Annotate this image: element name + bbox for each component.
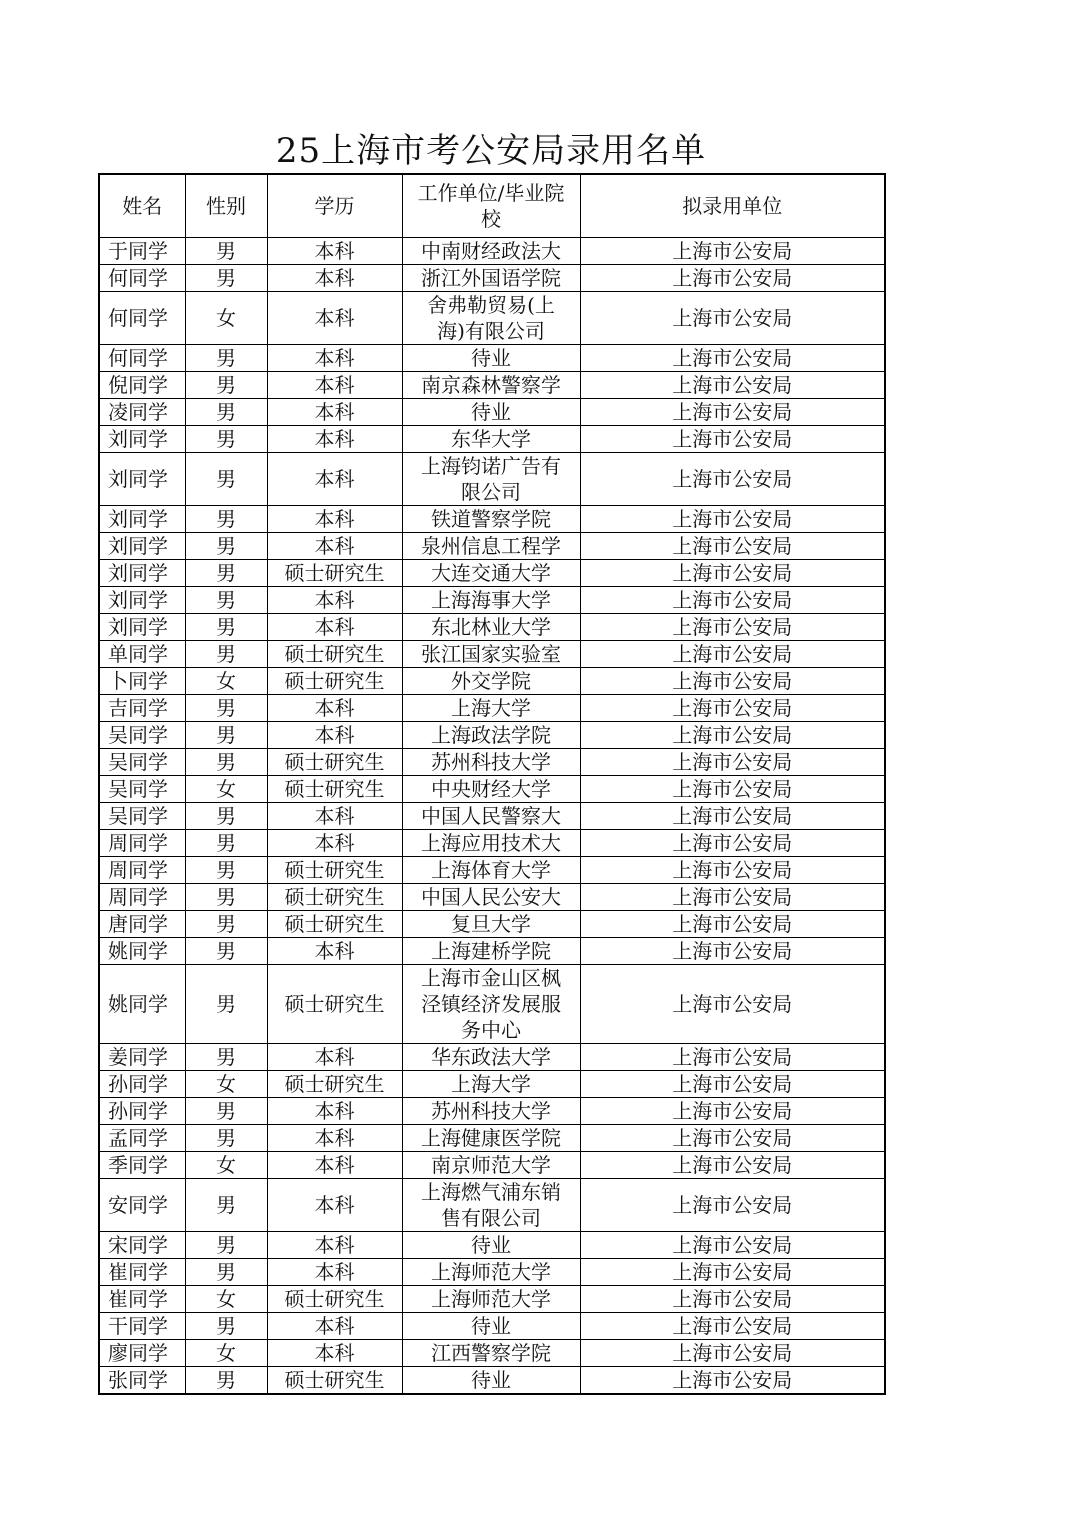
cell-name: 吴同学 — [99, 749, 185, 776]
cell-education: 本科 — [267, 1098, 402, 1125]
cell-workplace-school: 上海大学 — [402, 1071, 580, 1098]
cell-name: 干同学 — [99, 1313, 185, 1340]
cell-workplace-school: 上海体育大学 — [402, 857, 580, 884]
cell-workplace-school: 上海健康医学院 — [402, 1125, 580, 1152]
cell-name: 姜同学 — [99, 1044, 185, 1071]
cell-name: 刘同学 — [99, 587, 185, 614]
cell-hiring-unit: 上海市公安局 — [580, 453, 885, 506]
cell-hiring-unit: 上海市公安局 — [580, 1313, 885, 1340]
cell-gender: 男 — [185, 965, 267, 1044]
cell-workplace-school: 东北林业大学 — [402, 614, 580, 641]
cell-name: 张同学 — [99, 1367, 185, 1395]
cell-workplace-school: 苏州科技大学 — [402, 749, 580, 776]
table-row — [99, 1071, 885, 1098]
cell-gender: 男 — [185, 506, 267, 533]
cell-hiring-unit: 上海市公安局 — [580, 1286, 885, 1313]
table-row — [99, 1313, 885, 1340]
cell-gender: 男 — [185, 830, 267, 857]
table-row — [99, 426, 885, 453]
cell-education: 本科 — [267, 292, 402, 345]
table-row — [99, 1340, 885, 1367]
document-title: 25上海市考公安局录用名单 — [275, 131, 707, 171]
cell-hiring-unit: 上海市公安局 — [580, 695, 885, 722]
table-row — [99, 587, 885, 614]
cell-name: 吴同学 — [99, 803, 185, 830]
table-row — [99, 265, 885, 292]
cell-hiring-unit: 上海市公安局 — [580, 803, 885, 830]
cell-name: 廖同学 — [99, 1340, 185, 1367]
cell-hiring-unit: 上海市公安局 — [580, 560, 885, 587]
cell-education: 本科 — [267, 345, 402, 372]
cell-workplace-school: 上海政法学院 — [402, 722, 580, 749]
cell-hiring-unit: 上海市公安局 — [580, 1340, 885, 1367]
cell-education: 本科 — [267, 265, 402, 292]
table-row — [99, 749, 885, 776]
table-row — [99, 1098, 885, 1125]
cell-education: 硕士研究生 — [267, 641, 402, 668]
table-row — [99, 506, 885, 533]
cell-education: 本科 — [267, 1232, 402, 1259]
table-row — [99, 372, 885, 399]
header-hiring-unit: 拟录用单位 — [580, 174, 885, 238]
cell-workplace-school: 上海师范大学 — [402, 1259, 580, 1286]
cell-name: 孙同学 — [99, 1098, 185, 1125]
cell-gender: 男 — [185, 938, 267, 965]
cell-hiring-unit: 上海市公安局 — [580, 1071, 885, 1098]
cell-workplace-school: 待业 — [402, 345, 580, 372]
cell-education: 本科 — [267, 1152, 402, 1179]
table-row — [99, 695, 885, 722]
cell-workplace-school: 泉州信息工程学 — [402, 533, 580, 560]
cell-name: 何同学 — [99, 345, 185, 372]
cell-gender: 女 — [185, 1286, 267, 1313]
cell-education: 本科 — [267, 372, 402, 399]
cell-education: 硕士研究生 — [267, 560, 402, 587]
table-row — [99, 345, 885, 372]
cell-hiring-unit: 上海市公安局 — [580, 776, 885, 803]
cell-gender: 女 — [185, 1152, 267, 1179]
cell-name: 刘同学 — [99, 560, 185, 587]
cell-name: 宋同学 — [99, 1232, 185, 1259]
table-row — [99, 1259, 885, 1286]
cell-workplace-school: 上海师范大学 — [402, 1286, 580, 1313]
cell-education: 硕士研究生 — [267, 776, 402, 803]
cell-education: 本科 — [267, 1125, 402, 1152]
cell-name: 孙同学 — [99, 1071, 185, 1098]
cell-workplace-school: 苏州科技大学 — [402, 1098, 580, 1125]
cell-name: 刘同学 — [99, 453, 185, 506]
table-row — [99, 938, 885, 965]
cell-education: 本科 — [267, 533, 402, 560]
cell-workplace-school: 中南财经政法大 — [402, 238, 580, 265]
cell-gender: 男 — [185, 911, 267, 938]
table-row — [99, 641, 885, 668]
cell-education: 本科 — [267, 426, 402, 453]
cell-hiring-unit: 上海市公安局 — [580, 506, 885, 533]
cell-gender: 男 — [185, 803, 267, 830]
cell-workplace-school: 南京师范大学 — [402, 1152, 580, 1179]
cell-workplace-school: 待业 — [402, 1367, 580, 1395]
table-row — [99, 292, 885, 345]
cell-workplace-school: 华东政法大学 — [402, 1044, 580, 1071]
cell-workplace-school: 上海应用技术大 — [402, 830, 580, 857]
cell-gender: 男 — [185, 1125, 267, 1152]
cell-hiring-unit: 上海市公安局 — [580, 722, 885, 749]
cell-name: 何同学 — [99, 265, 185, 292]
table-row — [99, 722, 885, 749]
cell-education: 硕士研究生 — [267, 1367, 402, 1395]
cell-workplace-school: 张江国家实验室 — [402, 641, 580, 668]
table-row — [99, 911, 885, 938]
cell-education: 本科 — [267, 587, 402, 614]
table-body — [99, 238, 885, 1395]
cell-hiring-unit: 上海市公安局 — [580, 587, 885, 614]
cell-name: 吉同学 — [99, 695, 185, 722]
cell-hiring-unit: 上海市公安局 — [580, 1044, 885, 1071]
cell-gender: 男 — [185, 1098, 267, 1125]
cell-name: 何同学 — [99, 292, 185, 345]
cell-workplace-school: 中央财经大学 — [402, 776, 580, 803]
cell-gender: 女 — [185, 1340, 267, 1367]
cell-workplace-school: 上海建桥学院 — [402, 938, 580, 965]
cell-hiring-unit: 上海市公安局 — [580, 238, 885, 265]
cell-hiring-unit: 上海市公安局 — [580, 533, 885, 560]
cell-gender: 男 — [185, 238, 267, 265]
cell-hiring-unit: 上海市公安局 — [580, 426, 885, 453]
cell-name: 唐同学 — [99, 911, 185, 938]
header-name: 姓名 — [99, 174, 185, 238]
cell-name: 崔同学 — [99, 1286, 185, 1313]
cell-workplace-school: 中国人民警察大 — [402, 803, 580, 830]
cell-gender: 男 — [185, 1313, 267, 1340]
table-row — [99, 1179, 885, 1232]
cell-name: 刘同学 — [99, 614, 185, 641]
table-row — [99, 399, 885, 426]
cell-workplace-school: 上海海事大学 — [402, 587, 580, 614]
table-row — [99, 453, 885, 506]
cell-workplace-school: 上海大学 — [402, 695, 580, 722]
cell-name: 姚同学 — [99, 965, 185, 1044]
cell-name: 刘同学 — [99, 506, 185, 533]
cell-hiring-unit: 上海市公安局 — [580, 292, 885, 345]
cell-hiring-unit: 上海市公安局 — [580, 830, 885, 857]
table-row — [99, 857, 885, 884]
cell-name: 倪同学 — [99, 372, 185, 399]
cell-education: 硕士研究生 — [267, 857, 402, 884]
cell-workplace-school: 待业 — [402, 1232, 580, 1259]
cell-gender: 男 — [185, 1259, 267, 1286]
cell-hiring-unit: 上海市公安局 — [580, 1152, 885, 1179]
cell-workplace-school: 上海燃气浦东销 售有限公司 — [402, 1179, 580, 1232]
cell-workplace-school: 南京森林警察学 — [402, 372, 580, 399]
header-workplace-school: 工作单位/毕业院 校 — [402, 174, 580, 238]
table-row — [99, 1152, 885, 1179]
cell-hiring-unit: 上海市公安局 — [580, 641, 885, 668]
cell-gender: 男 — [185, 560, 267, 587]
cell-education: 本科 — [267, 238, 402, 265]
cell-gender: 男 — [185, 1232, 267, 1259]
cell-hiring-unit: 上海市公安局 — [580, 1098, 885, 1125]
cell-name: 凌同学 — [99, 399, 185, 426]
admission-table — [98, 173, 886, 1395]
table-row — [99, 1125, 885, 1152]
cell-workplace-school: 浙江外国语学院 — [402, 265, 580, 292]
cell-education: 硕士研究生 — [267, 749, 402, 776]
cell-gender: 男 — [185, 372, 267, 399]
cell-workplace-school: 外交学院 — [402, 668, 580, 695]
cell-name: 吴同学 — [99, 776, 185, 803]
cell-name: 安同学 — [99, 1179, 185, 1232]
cell-gender: 男 — [185, 453, 267, 506]
cell-education: 本科 — [267, 830, 402, 857]
cell-gender: 男 — [185, 749, 267, 776]
cell-name: 周同学 — [99, 830, 185, 857]
cell-gender: 男 — [185, 345, 267, 372]
cell-education: 硕士研究生 — [267, 668, 402, 695]
cell-gender: 男 — [185, 641, 267, 668]
cell-hiring-unit: 上海市公安局 — [580, 399, 885, 426]
cell-education: 本科 — [267, 722, 402, 749]
cell-hiring-unit: 上海市公安局 — [580, 345, 885, 372]
cell-education: 本科 — [267, 1313, 402, 1340]
cell-hiring-unit: 上海市公安局 — [580, 1259, 885, 1286]
cell-hiring-unit: 上海市公安局 — [580, 857, 885, 884]
cell-workplace-school: 复旦大学 — [402, 911, 580, 938]
cell-gender: 女 — [185, 776, 267, 803]
cell-name: 刘同学 — [99, 533, 185, 560]
cell-gender: 男 — [185, 1044, 267, 1071]
cell-education: 本科 — [267, 1340, 402, 1367]
table-row — [99, 1044, 885, 1071]
table-row — [99, 830, 885, 857]
cell-gender: 男 — [185, 265, 267, 292]
cell-hiring-unit: 上海市公安局 — [580, 911, 885, 938]
header-education: 学历 — [267, 174, 402, 238]
cell-education: 本科 — [267, 695, 402, 722]
cell-gender: 男 — [185, 857, 267, 884]
cell-gender: 男 — [185, 587, 267, 614]
cell-education: 硕士研究生 — [267, 911, 402, 938]
cell-workplace-school: 铁道警察学院 — [402, 506, 580, 533]
cell-hiring-unit: 上海市公安局 — [580, 1179, 885, 1232]
cell-workplace-school: 中国人民公安大 — [402, 884, 580, 911]
cell-hiring-unit: 上海市公安局 — [580, 938, 885, 965]
cell-education: 本科 — [267, 1179, 402, 1232]
cell-hiring-unit: 上海市公安局 — [580, 1367, 885, 1395]
table-row — [99, 965, 885, 1044]
cell-education: 硕士研究生 — [267, 1286, 402, 1313]
cell-gender: 男 — [185, 614, 267, 641]
cell-gender: 男 — [185, 533, 267, 560]
cell-hiring-unit: 上海市公安局 — [580, 614, 885, 641]
cell-hiring-unit: 上海市公安局 — [580, 965, 885, 1044]
cell-name: 周同学 — [99, 857, 185, 884]
cell-gender: 女 — [185, 292, 267, 345]
cell-workplace-school: 江西警察学院 — [402, 1340, 580, 1367]
table-row — [99, 533, 885, 560]
cell-gender: 男 — [185, 1367, 267, 1395]
table-row — [99, 614, 885, 641]
cell-gender: 男 — [185, 884, 267, 911]
table-row — [99, 803, 885, 830]
cell-workplace-school: 舍弗勒贸易(上 海)有限公司 — [402, 292, 580, 345]
cell-name: 吴同学 — [99, 722, 185, 749]
cell-name: 刘同学 — [99, 426, 185, 453]
cell-education: 本科 — [267, 1044, 402, 1071]
cell-gender: 男 — [185, 426, 267, 453]
cell-name: 孟同学 — [99, 1125, 185, 1152]
cell-name: 于同学 — [99, 238, 185, 265]
table-row — [99, 884, 885, 911]
cell-workplace-school: 待业 — [402, 399, 580, 426]
header-gender: 性别 — [185, 174, 267, 238]
table-row — [99, 1286, 885, 1313]
cell-education: 本科 — [267, 614, 402, 641]
cell-gender: 女 — [185, 668, 267, 695]
table-row — [99, 560, 885, 587]
cell-name: 崔同学 — [99, 1259, 185, 1286]
table-row — [99, 1367, 885, 1395]
cell-workplace-school: 东华大学 — [402, 426, 580, 453]
cell-education: 本科 — [267, 399, 402, 426]
cell-name: 单同学 — [99, 641, 185, 668]
table-row — [99, 776, 885, 803]
table-row — [99, 1232, 885, 1259]
table-row — [99, 668, 885, 695]
cell-gender: 男 — [185, 695, 267, 722]
cell-hiring-unit: 上海市公安局 — [580, 1125, 885, 1152]
cell-name: 姚同学 — [99, 938, 185, 965]
cell-education: 硕士研究生 — [267, 1071, 402, 1098]
cell-education: 本科 — [267, 453, 402, 506]
cell-gender: 男 — [185, 722, 267, 749]
cell-education: 硕士研究生 — [267, 884, 402, 911]
cell-gender: 男 — [185, 399, 267, 426]
cell-gender: 女 — [185, 1071, 267, 1098]
cell-education: 本科 — [267, 803, 402, 830]
cell-education: 本科 — [267, 938, 402, 965]
cell-workplace-school: 大连交通大学 — [402, 560, 580, 587]
cell-name: 卜同学 — [99, 668, 185, 695]
table-row — [99, 238, 885, 265]
cell-workplace-school: 上海钧诺广告有 限公司 — [402, 453, 580, 506]
cell-hiring-unit: 上海市公安局 — [580, 749, 885, 776]
cell-name: 周同学 — [99, 884, 185, 911]
cell-hiring-unit: 上海市公安局 — [580, 265, 885, 292]
cell-education: 硕士研究生 — [267, 965, 402, 1044]
cell-workplace-school: 上海市金山区枫 泾镇经济发展服 务中心 — [402, 965, 580, 1044]
cell-hiring-unit: 上海市公安局 — [580, 668, 885, 695]
cell-hiring-unit: 上海市公安局 — [580, 372, 885, 399]
cell-hiring-unit: 上海市公安局 — [580, 884, 885, 911]
cell-hiring-unit: 上海市公安局 — [580, 1232, 885, 1259]
cell-name: 季同学 — [99, 1152, 185, 1179]
header-row — [99, 174, 885, 238]
cell-workplace-school: 待业 — [402, 1313, 580, 1340]
cell-education: 本科 — [267, 506, 402, 533]
cell-education: 本科 — [267, 1259, 402, 1286]
cell-gender: 男 — [185, 1179, 267, 1232]
